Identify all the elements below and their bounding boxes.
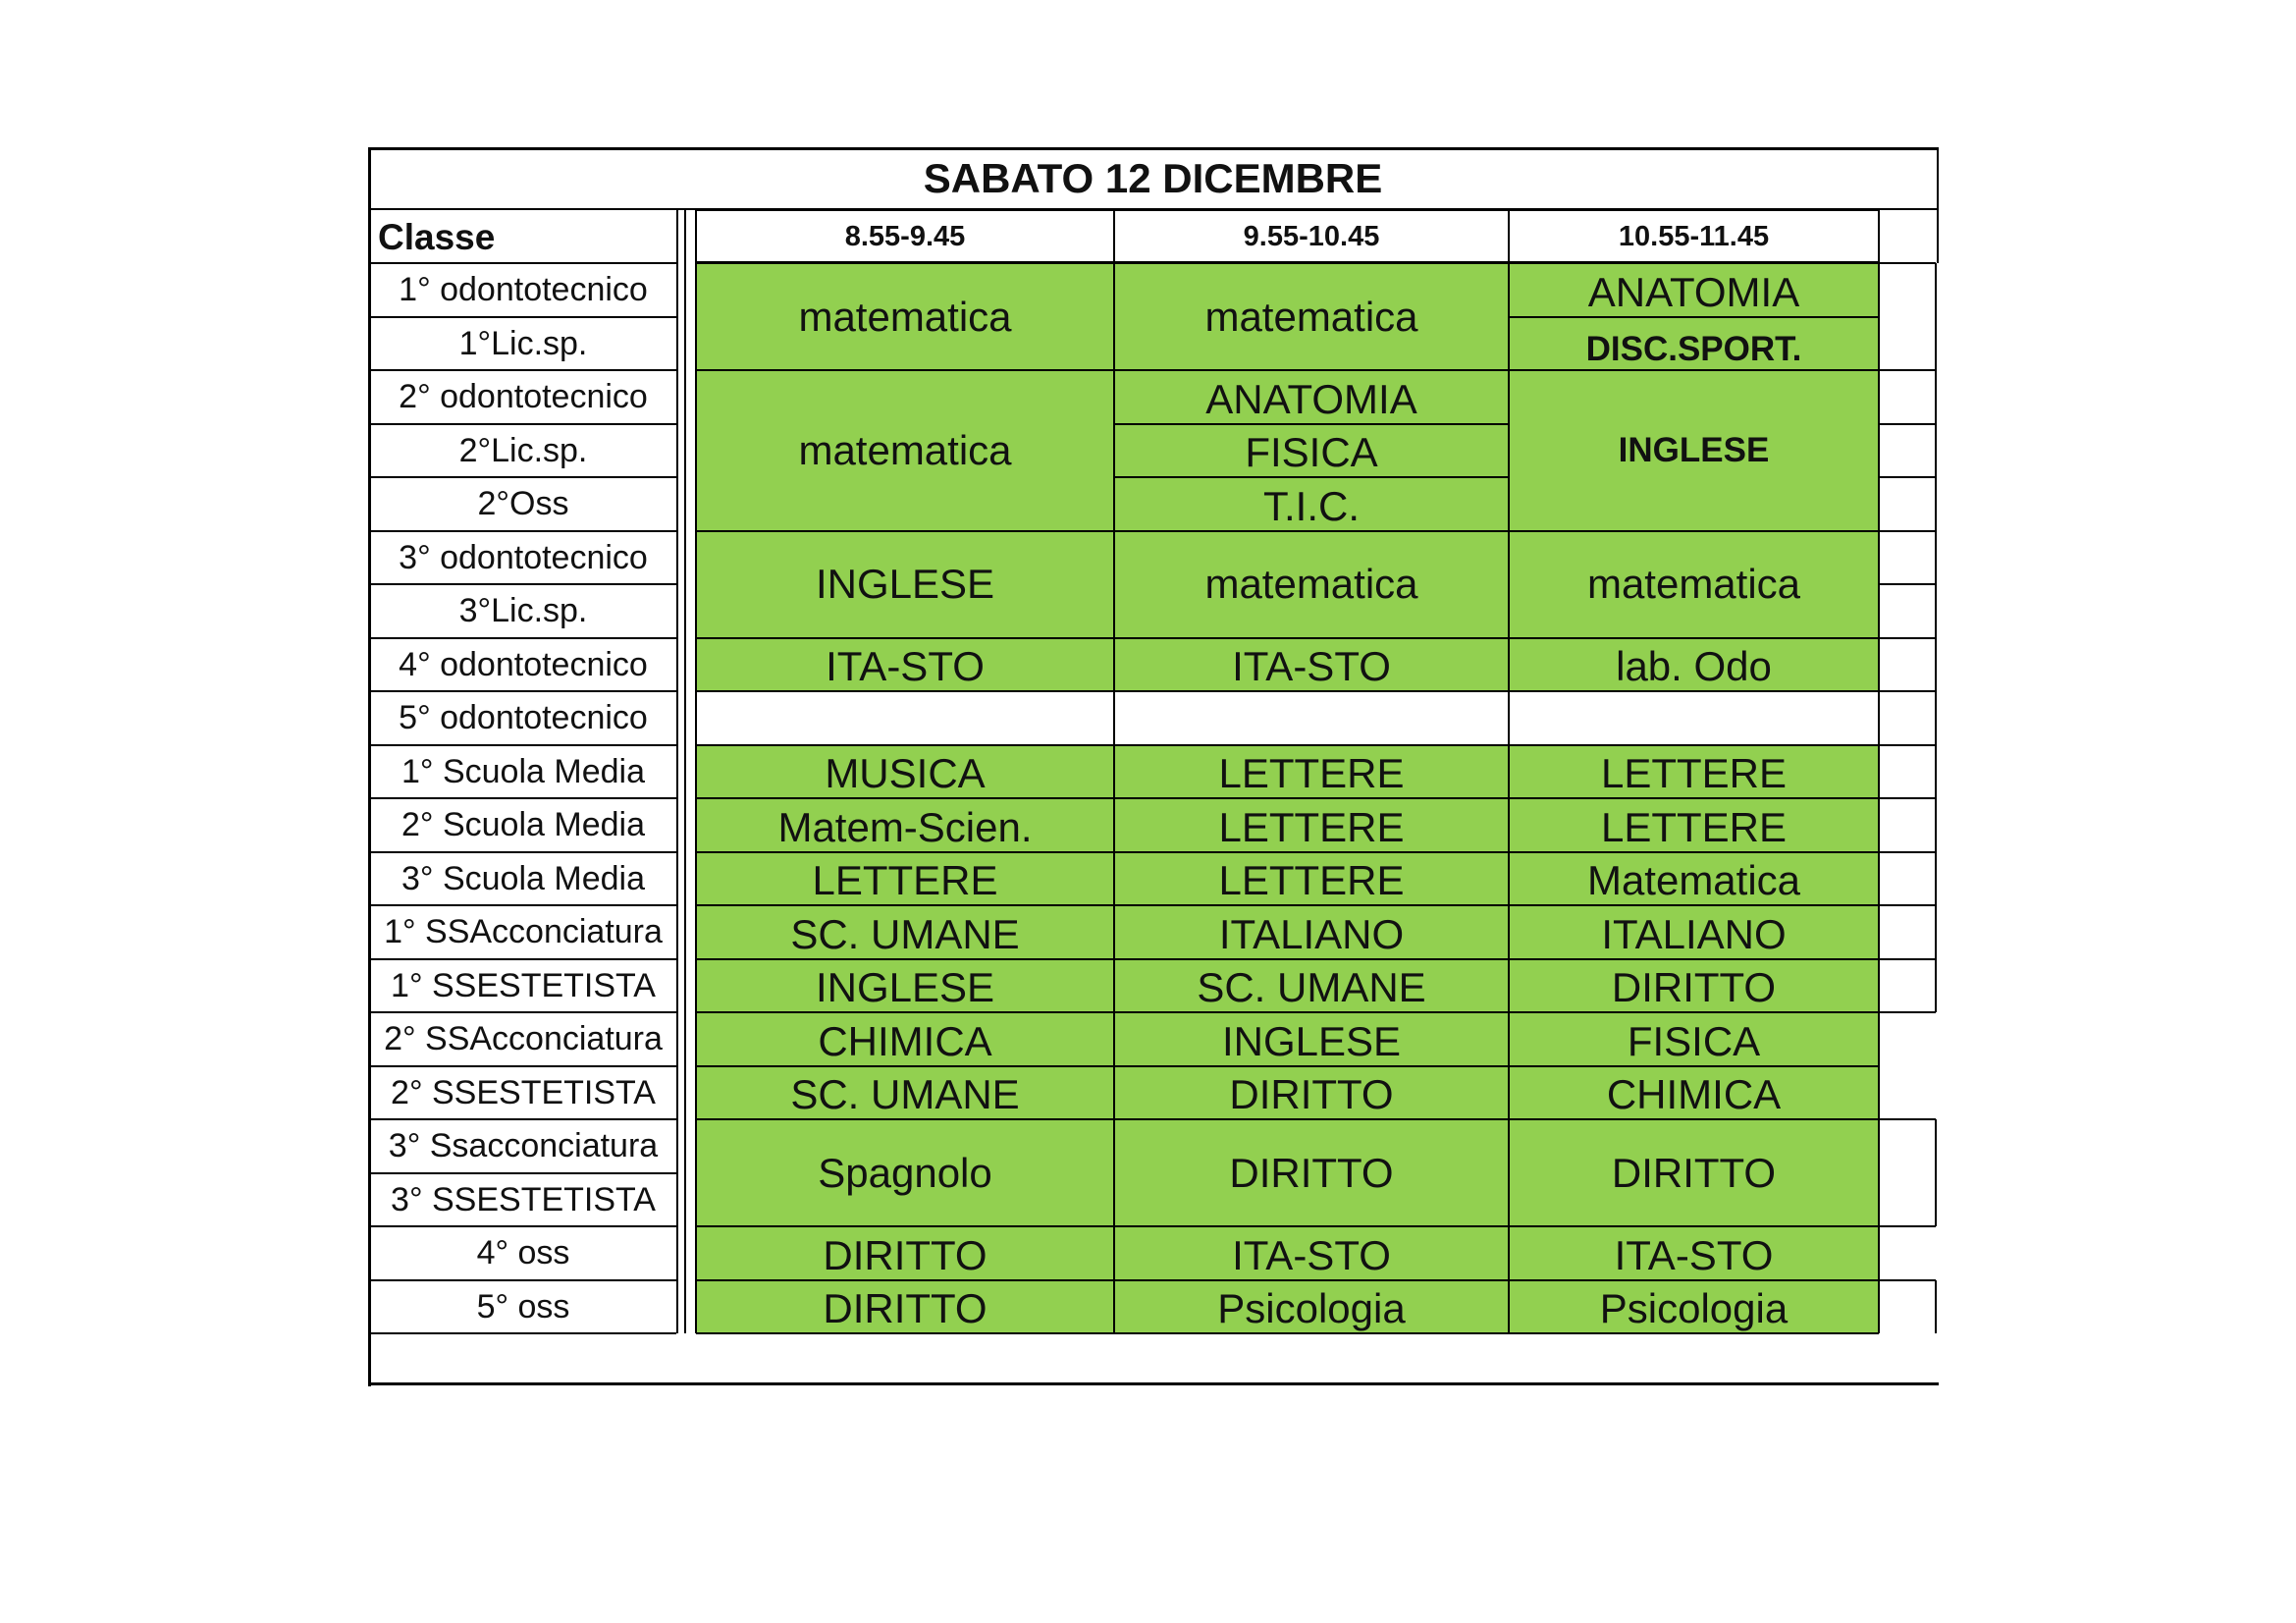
cell-border-line xyxy=(696,1011,1114,1013)
extra-row-line xyxy=(1879,369,1936,371)
subject-cell: LETTERE xyxy=(1509,745,1879,799)
class-row-line xyxy=(370,530,676,532)
cell-border-line xyxy=(696,904,1114,906)
subject-cell: DIRITTO xyxy=(1509,1119,1879,1226)
subject-cell: INGLESE xyxy=(696,531,1114,638)
class-label: 3° Ssacconciatura xyxy=(388,1127,659,1165)
cell-border-line xyxy=(1509,1332,1879,1334)
subject-cell: Psicologia xyxy=(1509,1280,1879,1334)
cell-border-line xyxy=(696,851,1114,853)
class-label: 1°Lic.sp. xyxy=(458,324,588,362)
subject-cell: DIRITTO xyxy=(1114,1066,1509,1120)
subject-cell: LETTERE xyxy=(1114,745,1509,799)
subject-cell: ITA-STO xyxy=(1114,1226,1509,1280)
cell-border-line xyxy=(696,1118,1114,1120)
subject-cell: lab. Odo xyxy=(1509,638,1879,692)
class-row-line xyxy=(370,1118,676,1120)
class-label: 3° odontotecnico xyxy=(399,538,648,576)
class-label: 5° oss xyxy=(476,1287,570,1325)
subject-cell: matematica xyxy=(1509,531,1879,638)
extra-row-line xyxy=(1879,530,1936,532)
subject-cell: ITALIANO xyxy=(1114,905,1509,959)
subject-cell: ITA-STO xyxy=(1114,638,1509,692)
cell-border-line xyxy=(1114,851,1509,853)
class-divider-line xyxy=(676,208,678,1333)
class-row-line xyxy=(370,476,676,478)
cell-border-line xyxy=(1509,637,1879,639)
cell-border-line xyxy=(696,1279,1114,1281)
subject-cell: INGLESE xyxy=(696,959,1114,1013)
class-label: 4° oss xyxy=(476,1234,570,1272)
cell-border-line xyxy=(696,958,1114,960)
frame-bottom-line xyxy=(368,1382,1939,1385)
class-label: 2°Oss xyxy=(477,485,569,523)
cell-border-line xyxy=(1509,530,1879,532)
subject-cell: SC. UMANE xyxy=(696,1066,1114,1120)
cell-border-line xyxy=(696,1065,1114,1067)
class-row-line xyxy=(370,316,676,318)
cell-border-line xyxy=(1114,369,1509,371)
cell-border-line xyxy=(1114,1065,1509,1067)
cell-border-line xyxy=(1114,1011,1509,1013)
class-row-line xyxy=(370,637,676,639)
class-row-line xyxy=(370,744,676,746)
frame-right-line-top xyxy=(1937,147,1939,263)
class-label: 3° SSESTETISTA xyxy=(391,1180,656,1218)
subject-cell: matematica xyxy=(696,370,1114,531)
cell-border-line xyxy=(1114,423,1509,425)
frame-top-line xyxy=(368,147,1939,150)
cell-border-line xyxy=(1114,476,1509,478)
subject-cell: DIRITTO xyxy=(696,1226,1114,1280)
class-label: 1° SSAcconciatura xyxy=(384,913,663,951)
extra-row-line xyxy=(1879,904,1936,906)
cell-border-line xyxy=(696,637,1114,639)
class-label: 2° odontotecnico xyxy=(399,378,648,416)
cell-border-line xyxy=(1509,1225,1879,1227)
cell-border-line xyxy=(1114,744,1509,746)
subject-cell: INGLESE xyxy=(1509,370,1879,531)
subject-cell: FISICA xyxy=(1509,1012,1879,1066)
cell-border-line xyxy=(1509,316,1879,318)
class-label: 1° odontotecnico xyxy=(399,271,648,309)
subject-cell: INGLESE xyxy=(1114,1012,1509,1066)
subject-cell: Spagnolo xyxy=(696,1119,1114,1226)
subject-cell: MUSICA xyxy=(696,745,1114,799)
cell-border-line xyxy=(696,744,1114,746)
class-label: 4° odontotecnico xyxy=(399,645,648,683)
class-row-line xyxy=(370,958,676,960)
class-row-line xyxy=(370,1172,676,1174)
cell-border-line xyxy=(1114,904,1509,906)
class-row-line xyxy=(370,1225,676,1227)
subject-cell: SC. UMANE xyxy=(1114,959,1509,1013)
cell-border-line xyxy=(1509,797,1879,799)
cell-border-line xyxy=(1509,851,1879,853)
subject-cell: matematica xyxy=(696,263,1114,370)
subject-cell: Psicologia xyxy=(1114,1280,1509,1334)
subject-cell: LETTERE xyxy=(1114,852,1509,906)
cell-border-line xyxy=(1114,1279,1509,1281)
subject-cell: CHIMICA xyxy=(1509,1066,1879,1120)
class-label: 3° Scuola Media xyxy=(401,859,645,897)
cell-border-line xyxy=(1509,1279,1879,1281)
empty-cell xyxy=(1509,691,1879,745)
class-row-line xyxy=(370,1332,676,1334)
subject-cell: ANATOMIA xyxy=(1509,263,1879,317)
class-row-line xyxy=(370,423,676,425)
extra-row-line xyxy=(1879,744,1936,746)
cell-border-line xyxy=(1509,958,1879,960)
extra-row-line xyxy=(1879,637,1936,639)
extra-row-line xyxy=(1879,1279,1936,1281)
cell-border-line xyxy=(1509,1065,1879,1067)
cell-border-line xyxy=(1114,1225,1509,1227)
class-row-line xyxy=(370,797,676,799)
class-label: 2° SSAcconciatura xyxy=(384,1020,663,1058)
column-divider-line xyxy=(1113,209,1115,1333)
subject-cell: ANATOMIA xyxy=(1114,370,1509,424)
header-top-line xyxy=(696,209,1879,211)
empty-cell xyxy=(1114,691,1509,745)
subject-cell: matematica xyxy=(1114,531,1509,638)
subject-cell: ITALIANO xyxy=(1509,905,1879,959)
subject-cell: DIRITTO xyxy=(1509,959,1879,1013)
subject-cell: Matematica xyxy=(1509,852,1879,906)
subject-cell: CHIMICA xyxy=(696,1012,1114,1066)
page-title: SABATO 12 DICEMBRE xyxy=(923,155,1383,201)
extra-row-line xyxy=(1879,476,1936,478)
extra-row-line xyxy=(1879,690,1936,692)
extra-row-line xyxy=(1879,262,1936,264)
class-row-line xyxy=(370,262,676,264)
subject-cell: DIRITTO xyxy=(1114,1119,1509,1226)
cell-border-line xyxy=(696,1332,1114,1334)
cell-border-line xyxy=(1114,690,1509,692)
cell-border-line xyxy=(1114,637,1509,639)
cell-border-line xyxy=(1509,262,1879,264)
subject-cell: FISICA xyxy=(1114,424,1509,478)
subject-cell: SC. UMANE xyxy=(696,905,1114,959)
class-label: 2°Lic.sp. xyxy=(458,431,588,469)
class-label: 5° odontotecnico xyxy=(399,699,648,737)
frame-left-line xyxy=(368,147,371,1386)
subject-cell: matematica xyxy=(1114,263,1509,370)
extra-row-line xyxy=(1879,851,1936,853)
subject-cell: DIRITTO xyxy=(696,1280,1114,1334)
class-label: 1° Scuola Media xyxy=(401,752,645,790)
subject-cell: T.I.C. xyxy=(1114,477,1509,531)
extra-row-line xyxy=(1879,1011,1936,1013)
extra-row-line xyxy=(1879,583,1936,585)
cell-border-line xyxy=(1114,262,1509,264)
subject-cell: Matem-Scien. xyxy=(696,798,1114,852)
extra-row-line xyxy=(1879,958,1936,960)
class-row-line xyxy=(370,904,676,906)
cell-border-line xyxy=(1114,1118,1509,1120)
slot-header-3: 10.55-11.45 xyxy=(1618,220,1770,252)
subject-cell: LETTERE xyxy=(696,852,1114,906)
extra-column-line xyxy=(1935,1119,1937,1226)
cell-border-line xyxy=(1114,958,1509,960)
slot-header-2: 9.55-10.45 xyxy=(1243,220,1380,252)
cell-border-line xyxy=(696,369,1114,371)
class-row-line xyxy=(370,1279,676,1281)
subject-cell: LETTERE xyxy=(1114,798,1509,852)
cell-border-line xyxy=(696,262,1114,264)
cell-border-line xyxy=(1114,1332,1509,1334)
cell-border-line xyxy=(696,1225,1114,1227)
cell-border-line xyxy=(1509,904,1879,906)
class-row-line xyxy=(370,583,676,585)
extra-row-line xyxy=(1879,423,1936,425)
class-label: 2° Scuola Media xyxy=(401,806,645,844)
subject-cell: DISC.SPORT. xyxy=(1509,317,1879,371)
class-row-line xyxy=(370,1011,676,1013)
column-divider-line xyxy=(1508,209,1510,1333)
class-row-line xyxy=(370,369,676,371)
column-divider-line xyxy=(695,209,697,1333)
cell-border-line xyxy=(696,530,1114,532)
cell-border-line xyxy=(696,797,1114,799)
class-row-line xyxy=(370,851,676,853)
cell-border-line xyxy=(1509,1118,1879,1120)
extra-row-line xyxy=(1879,797,1936,799)
cell-border-line xyxy=(1114,530,1509,532)
empty-cell xyxy=(696,691,1114,745)
extra-column-line xyxy=(1935,1280,1937,1334)
cell-border-line xyxy=(696,690,1114,692)
subject-cell: LETTERE xyxy=(1509,798,1879,852)
cell-border-line xyxy=(1114,797,1509,799)
class-row-line xyxy=(370,690,676,692)
subject-cell: ITA-STO xyxy=(1509,1226,1879,1280)
class-row-line xyxy=(370,1065,676,1067)
cell-border-line xyxy=(1509,690,1879,692)
cell-border-line xyxy=(1509,744,1879,746)
class-label: 1° SSESTETISTA xyxy=(391,966,656,1004)
class-divider-line-2 xyxy=(684,208,686,1333)
extra-row-line xyxy=(1879,1118,1936,1120)
slot-header-1: 8.55-9.45 xyxy=(844,220,966,252)
extra-row-line xyxy=(1879,1225,1936,1227)
cell-border-line xyxy=(1509,1011,1879,1013)
cell-border-line xyxy=(1509,369,1879,371)
subject-cell: ITA-STO xyxy=(696,638,1114,692)
classe-header: Classe xyxy=(378,216,496,257)
column-divider-line xyxy=(1878,209,1880,1333)
class-label: 2° SSESTETISTA xyxy=(391,1073,656,1111)
class-label: 3°Lic.sp. xyxy=(458,592,588,630)
